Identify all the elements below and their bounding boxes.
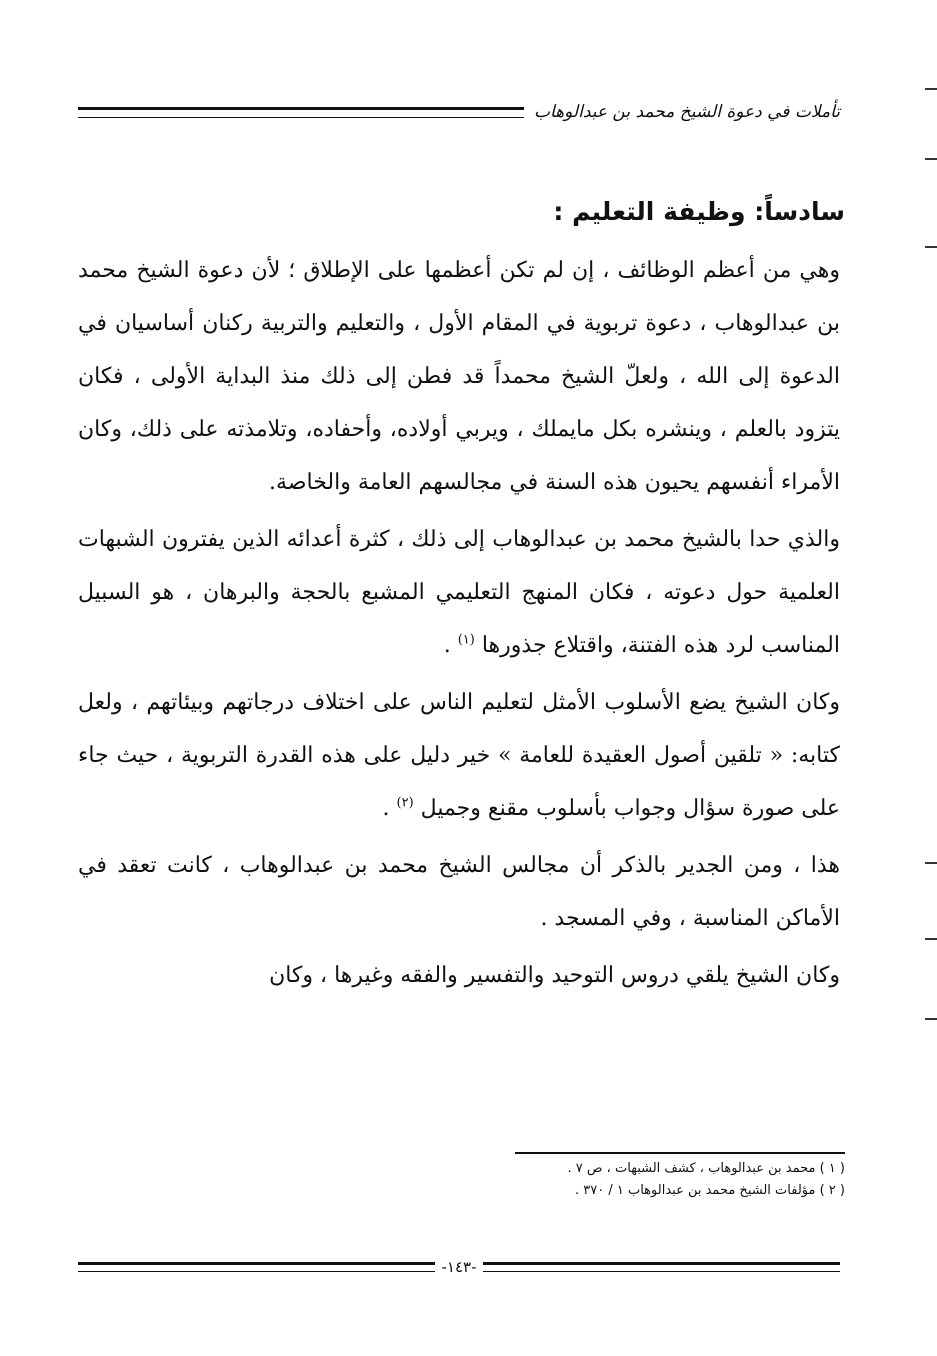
footnotes	[145, 1158, 845, 1202]
footer-rule-right	[483, 1262, 841, 1272]
page-number: -١٤٣-	[441, 1258, 477, 1276]
margin-mark	[925, 1018, 937, 1020]
footnote-ref-2: (٢)	[396, 795, 414, 811]
footnote-ref-1: (١)	[457, 632, 475, 648]
running-header-title: تأملات في دعوة الشيخ محمد بن عبدالوهاب	[534, 102, 840, 122]
paragraph-3-text: وكان الشيخ يضع الأسلوب الأمثل لتعليم الناس على اختلاف درجاتهم وبيئاتهم ، ولعل كتابه: « تلقين أصول العقيدة للعامة » خير دليل على هذه القدرة التربوية ، حيث جاء على صورة سؤال وجواب بأسلوب مقنع وجميل	[78, 690, 840, 821]
section-heading: سادساً: وظيفة التعليم :	[553, 197, 845, 226]
paragraph-4: هذا ، ومن الجدير بالذكر أن مجالس الشيخ محمد بن عبدالوهاب ، كانت تعقد في الأماكن المناسبة ، وفي المسجد .	[78, 853, 840, 931]
page-footer	[78, 1256, 840, 1278]
margin-mark	[925, 88, 937, 90]
footnote-rule	[515, 1152, 845, 1154]
footnote-1: ( ١ ) محمد بن عبدالوهاب ، كشف الشبهات ، ص ٧ .	[567, 1161, 845, 1176]
paragraph-5: وكان الشيخ يلقي دروس التوحيد والتفسير والفقه وغيرها ، وكان	[269, 963, 840, 988]
margin-mark	[925, 938, 937, 940]
paragraph-2-text: والذي حدا بالشيخ محمد بن عبدالوهاب إلى ذلك ، كثرة أعدائه الذين يفترون الشبهات العلمية حول دعوته ، فكان المنهج التعليمي المشبع بالحجة والبرهان ، هو السبيل المناسب لرد هذه الفتنة، واقتلاع جذورها	[78, 527, 840, 658]
header-rule	[78, 107, 524, 118]
footnote-ref-2-period: .	[382, 796, 397, 821]
margin-mark	[925, 158, 937, 160]
footnote-ref-1-period: .	[443, 633, 458, 658]
footnote-2: ( ٢ ) مؤلفات الشيخ محمد بن عبدالوهاب ١ / ٣٧٠ .	[574, 1183, 845, 1198]
body-text	[78, 244, 840, 1006]
margin-mark	[925, 246, 937, 248]
footer-rule-left	[78, 1262, 436, 1272]
running-header	[78, 98, 840, 126]
paragraph-3	[78, 676, 840, 835]
margin-mark	[925, 862, 937, 864]
paragraph-2	[78, 513, 840, 672]
paragraph-1: وهي من أعظم الوظائف ، إن لم تكن أعظمها على الإطلاق ؛ لأن دعوة الشيخ محمد بن عبدالوهاب ، دعوة تربوية في المقام الأول ، والتعليم والتربية ركنان أساسيان في الدعوة إلى الله ، ولعلّ الشيخ محمداً قد فطن إلى ذلك منذ البداية الأولى ، فكان يتزود بالعلم ، وينشره بكل مايملك ، ويربي أولاده، وأحفاده، وتلامذته على ذلك، وكان الأمراء أنفسهم يحيون هذه السنة في مجالسهم العامة والخاصة.	[78, 258, 840, 495]
